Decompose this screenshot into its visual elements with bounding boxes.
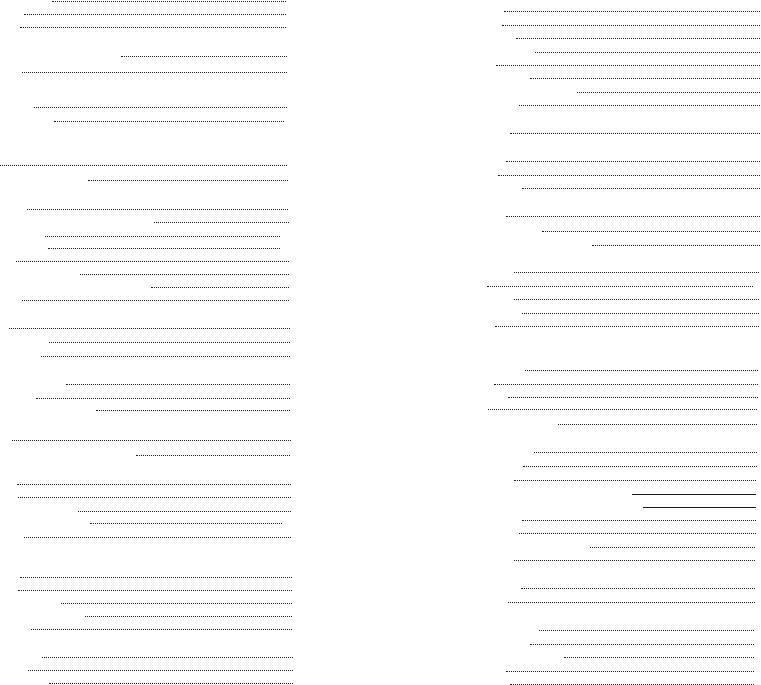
left-dotted-line (54, 121, 284, 122)
right-dotted-line (508, 397, 758, 398)
right-dotted-line (506, 161, 760, 162)
left-dotted-line (16, 261, 289, 262)
left-dotted-line (24, 14, 286, 15)
right-dotted-line (564, 657, 754, 658)
left-dotted-line (49, 683, 293, 684)
right-dotted-line (530, 78, 760, 79)
right-dotted-line (558, 424, 757, 425)
left-dotted-line (22, 300, 289, 301)
left-dotted-line (52, 1, 286, 2)
right-dotted-line (539, 630, 754, 631)
left-dotted-line (78, 511, 291, 512)
right-dotted-line (522, 520, 756, 521)
left-dotted-line (9, 328, 290, 329)
left-dotted-line (61, 603, 292, 604)
right-dotted-line (577, 92, 760, 93)
left-dotted-line (12, 440, 291, 441)
left-dotted-line (80, 274, 289, 275)
left-dotted-line (27, 209, 288, 210)
left-dotted-line (42, 657, 293, 658)
right-dotted-line (514, 272, 759, 273)
left-dotted-line (90, 523, 282, 524)
right-dotted-line (522, 313, 759, 314)
left-dotted-line (20, 27, 286, 28)
right-dotted-line (521, 588, 755, 589)
right-dotted-line (502, 25, 760, 26)
left-dotted-line (0, 165, 287, 166)
left-dotted-line (66, 384, 290, 385)
right-dotted-line (534, 452, 757, 453)
right-dotted-line (516, 38, 760, 39)
right-dotted-line (525, 370, 758, 371)
left-dotted-line (49, 342, 290, 343)
left-dotted-line (18, 590, 292, 591)
right-dotted-line (514, 560, 755, 561)
left-dotted-line (88, 180, 288, 181)
right-dotted-line (506, 671, 754, 672)
right-dotted-line (488, 409, 757, 410)
right-dotted-line (514, 480, 756, 481)
right-dotted-line (519, 533, 756, 534)
left-dotted-line (151, 287, 289, 288)
left-dotted-line (22, 72, 287, 73)
right-dotted-line (508, 602, 755, 603)
left-dotted-line (154, 222, 289, 223)
left-dotted-line (48, 248, 280, 249)
left-dotted-line (85, 616, 292, 617)
left-dotted-line (24, 537, 291, 538)
left-dotted-line (121, 56, 287, 57)
right-dotted-line (530, 644, 754, 645)
right-dotted-line (506, 216, 760, 217)
right-dotted-line (535, 52, 760, 53)
right-dotted-line (514, 299, 759, 300)
right-solid-line (643, 507, 756, 508)
right-dotted-line (494, 384, 758, 385)
right-dotted-line (519, 105, 760, 106)
right-dotted-line (590, 547, 755, 548)
left-dotted-line (34, 107, 287, 108)
right-dotted-line (487, 286, 753, 287)
left-dotted-line (45, 236, 280, 237)
right-dotted-line (498, 175, 760, 176)
right-dotted-line (522, 188, 760, 189)
right-dotted-line (496, 65, 760, 66)
left-dotted-line (31, 629, 292, 630)
right-dotted-line (495, 326, 759, 327)
right-dotted-line (510, 133, 760, 134)
right-dotted-line (592, 245, 760, 246)
right-dotted-line (504, 11, 760, 12)
left-dotted-line (20, 577, 292, 578)
left-dotted-line (96, 410, 290, 411)
right-solid-line (632, 494, 756, 495)
left-dotted-line (18, 497, 291, 498)
left-dotted-line (136, 455, 290, 456)
left-dotted-line (41, 356, 290, 357)
left-dotted-line (17, 484, 291, 485)
right-dotted-line (542, 231, 760, 232)
left-dotted-line (36, 398, 290, 399)
right-dotted-line (523, 466, 757, 467)
left-dotted-line (28, 670, 293, 671)
